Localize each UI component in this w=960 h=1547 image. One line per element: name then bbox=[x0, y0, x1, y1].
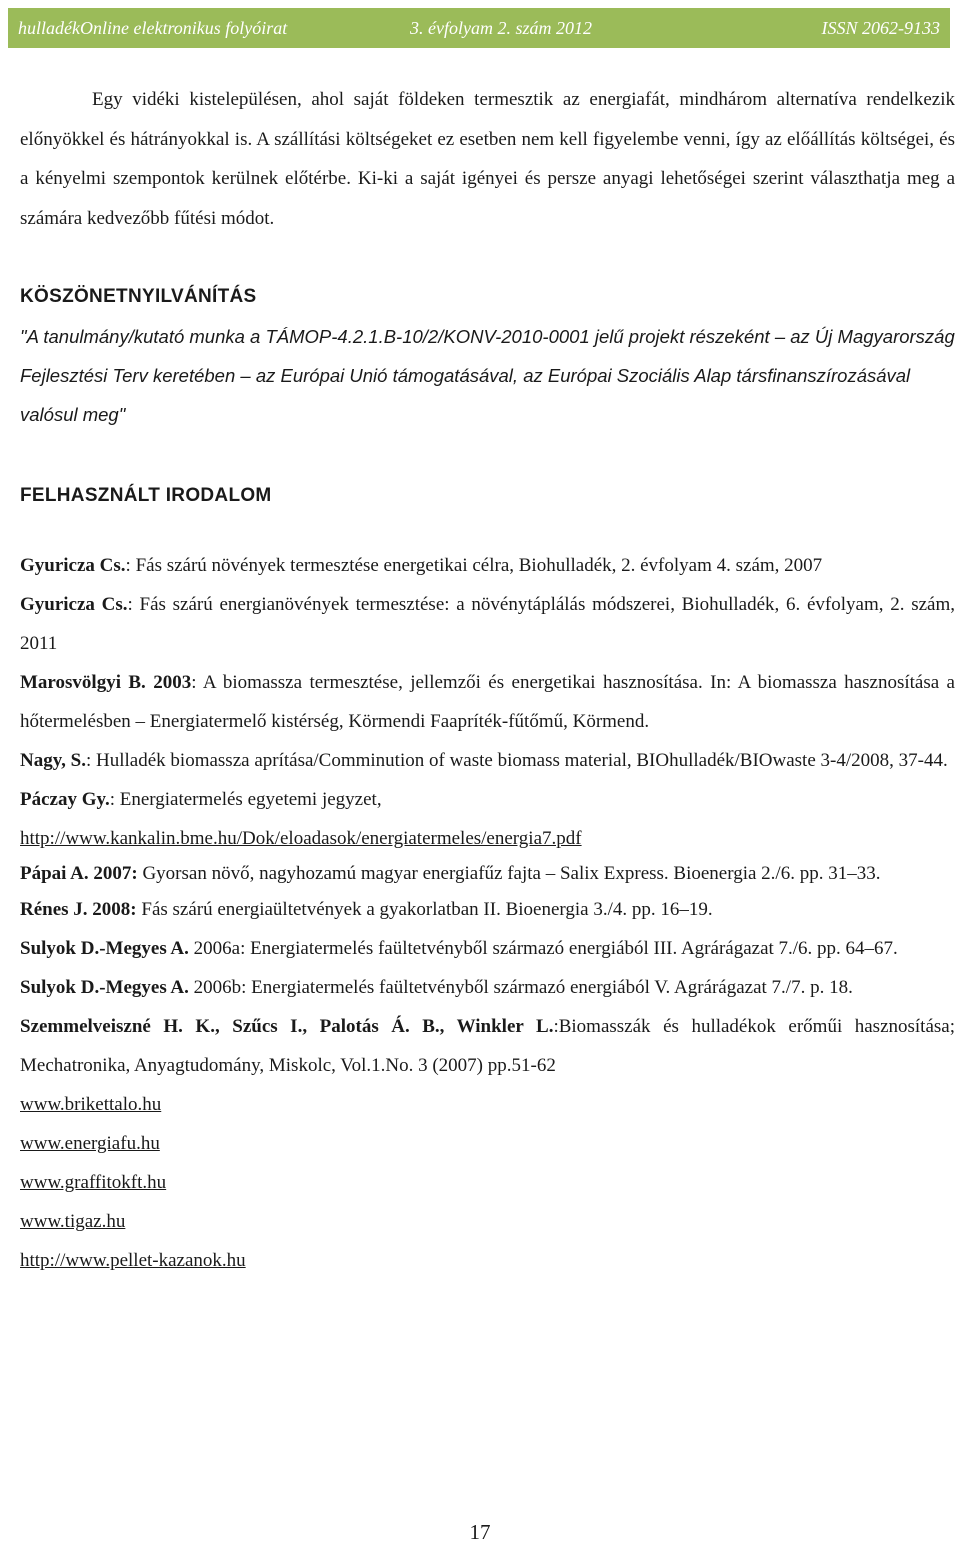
link-pellet-kazanok[interactable]: http://www.pellet-kazanok.hu bbox=[20, 1250, 246, 1272]
reference-author: Sulyok D.-Megyes A. bbox=[20, 938, 189, 960]
reference-author: Gyuricza Cs. bbox=[20, 555, 126, 577]
reference-item bbox=[20, 890, 955, 929]
reference-list bbox=[20, 546, 955, 1280]
journal-name: hulladékOnline elektronikus folyóirat bbox=[18, 18, 288, 38]
link-graffitokft[interactable]: www.graffitokft.hu bbox=[20, 1172, 167, 1194]
reference-text: 2006b: Energiatermelés faültetvényből származó energiából V. Agrárágazat 7./7. p. 18. bbox=[188, 977, 853, 999]
reference-author: Szemmelveiszné H. K., Szűcs I., Palotás Á. B., Winkler L. bbox=[20, 1016, 554, 1038]
acknowledgement-text: "A tanulmány/kutató munka a TÁMOP-4.2.1.B-10/2/KONV-2010-0001 jelű projekt részeként – az Új Magyarország Fejlesztési Terv keretében – az Európai Unió támogatásával, az Európai Szociális Alap társfinanszírozásával valósul meg" bbox=[20, 326, 955, 426]
issue-info: 3. évfolyam 2. szám 2012 bbox=[410, 18, 592, 38]
acknowledgement-title: KÖSZÖNETNYILVÁNÍTÁS bbox=[20, 286, 257, 308]
reference-author: Páczay Gy. bbox=[20, 789, 110, 811]
reference-author: Pápai A. 2007: bbox=[20, 863, 138, 885]
reference-text: : Fás szárú energianövények termesztése: a növénytáplálás módszerei, Biohulladék, 6. évfolyam, 2. szám, 2011 bbox=[20, 594, 955, 655]
reference-text: : Energiatermelés egyetemi jegyzet, bbox=[109, 789, 382, 811]
reference-author: Sulyok D.-Megyes A. bbox=[20, 977, 189, 999]
reference-item bbox=[20, 968, 955, 1007]
issn: ISSN 2062-9133 bbox=[821, 18, 940, 38]
page-header bbox=[8, 8, 950, 48]
link-brikettalo[interactable]: www.brikettalo.hu bbox=[20, 1094, 162, 1116]
reference-text: 2006a: Energiatermelés faültetvényből származó energiából III. Agrárágazat 7./6. pp. 64–67. bbox=[188, 938, 898, 960]
reference-item bbox=[20, 858, 955, 890]
reference-author: Rénes J. 2008: bbox=[20, 899, 137, 921]
page-number: 17 bbox=[469, 1520, 491, 1544]
link-energiafu[interactable]: www.energiafu.hu bbox=[20, 1133, 160, 1155]
reference-text: Fás szárú energiaültetvények a gyakorlatban II. Bioenergia 3./4. pp. 16–19. bbox=[136, 899, 713, 921]
reference-item bbox=[20, 929, 955, 968]
link-tigaz[interactable]: www.tigaz.hu bbox=[20, 1211, 126, 1233]
reference-link[interactable]: http://www.kankalin.bme.hu/Dok/eloadasok/energiatermeles/energia7.pdf bbox=[20, 828, 582, 850]
reference-author: Gyuricza Cs. bbox=[20, 594, 128, 616]
reference-text: : A biomassza termesztése, jellemzői és energetikai hasznosítása. In: A biomassza hasznosítása a hőtermelésben – Energiatermelő kistérség, Körmendi Faapríték-fűtőmű, Körmend. bbox=[20, 672, 955, 733]
intro-paragraph: Egy vidéki kistelepülésen, ahol saját földeken termesztik az energiafát, mindhárom alternatíva rendelkezik előnyökkel és hátrányokkal is. A szállítási költségeket ez esetben nem kell figyelembe venni, így az előállítás költségei, és a kényelmi szempontok kerülnek előtérbe. Ki-ki a saját igényei és persze anyagi lehetőségei szerint választhatja meg a számára kedvezőbb fűtési módot. bbox=[20, 89, 955, 229]
reference-item bbox=[20, 741, 955, 780]
reference-text: : Hulladék biomassza aprítása/Comminution of waste biomass material, BIOhulladék/BIOwaste 3-4/2008, 37-44. bbox=[86, 750, 948, 772]
reference-text: Gyorsan növő, nagyhozamú magyar energiafűz fajta – Salix Express. Bioenergia 2./6. pp. 31–33. bbox=[137, 863, 881, 885]
page-content bbox=[20, 80, 955, 1280]
reference-text: :Biomasszák és hulladékok erőműi hasznosítása; Mechatronika, Anyagtudomány, Miskolc, Vol.1.No. 3 (2007) pp.51-62 bbox=[20, 1016, 956, 1077]
reference-item bbox=[20, 546, 955, 585]
reference-text: : Fás szárú növények termesztése energetikai célra, Biohulladék, 2. évfolyam 4. szám, 2007 bbox=[125, 555, 823, 577]
reference-author: Marosvölgyi B. 2003 bbox=[20, 672, 192, 694]
reference-item bbox=[20, 1007, 955, 1085]
reference-item bbox=[20, 780, 955, 819]
reference-author: Nagy, S. bbox=[20, 750, 86, 772]
reference-item bbox=[20, 663, 955, 741]
reference-item bbox=[20, 585, 955, 663]
literature-title: FELHASZNÁLT IRODALOM bbox=[20, 485, 272, 507]
